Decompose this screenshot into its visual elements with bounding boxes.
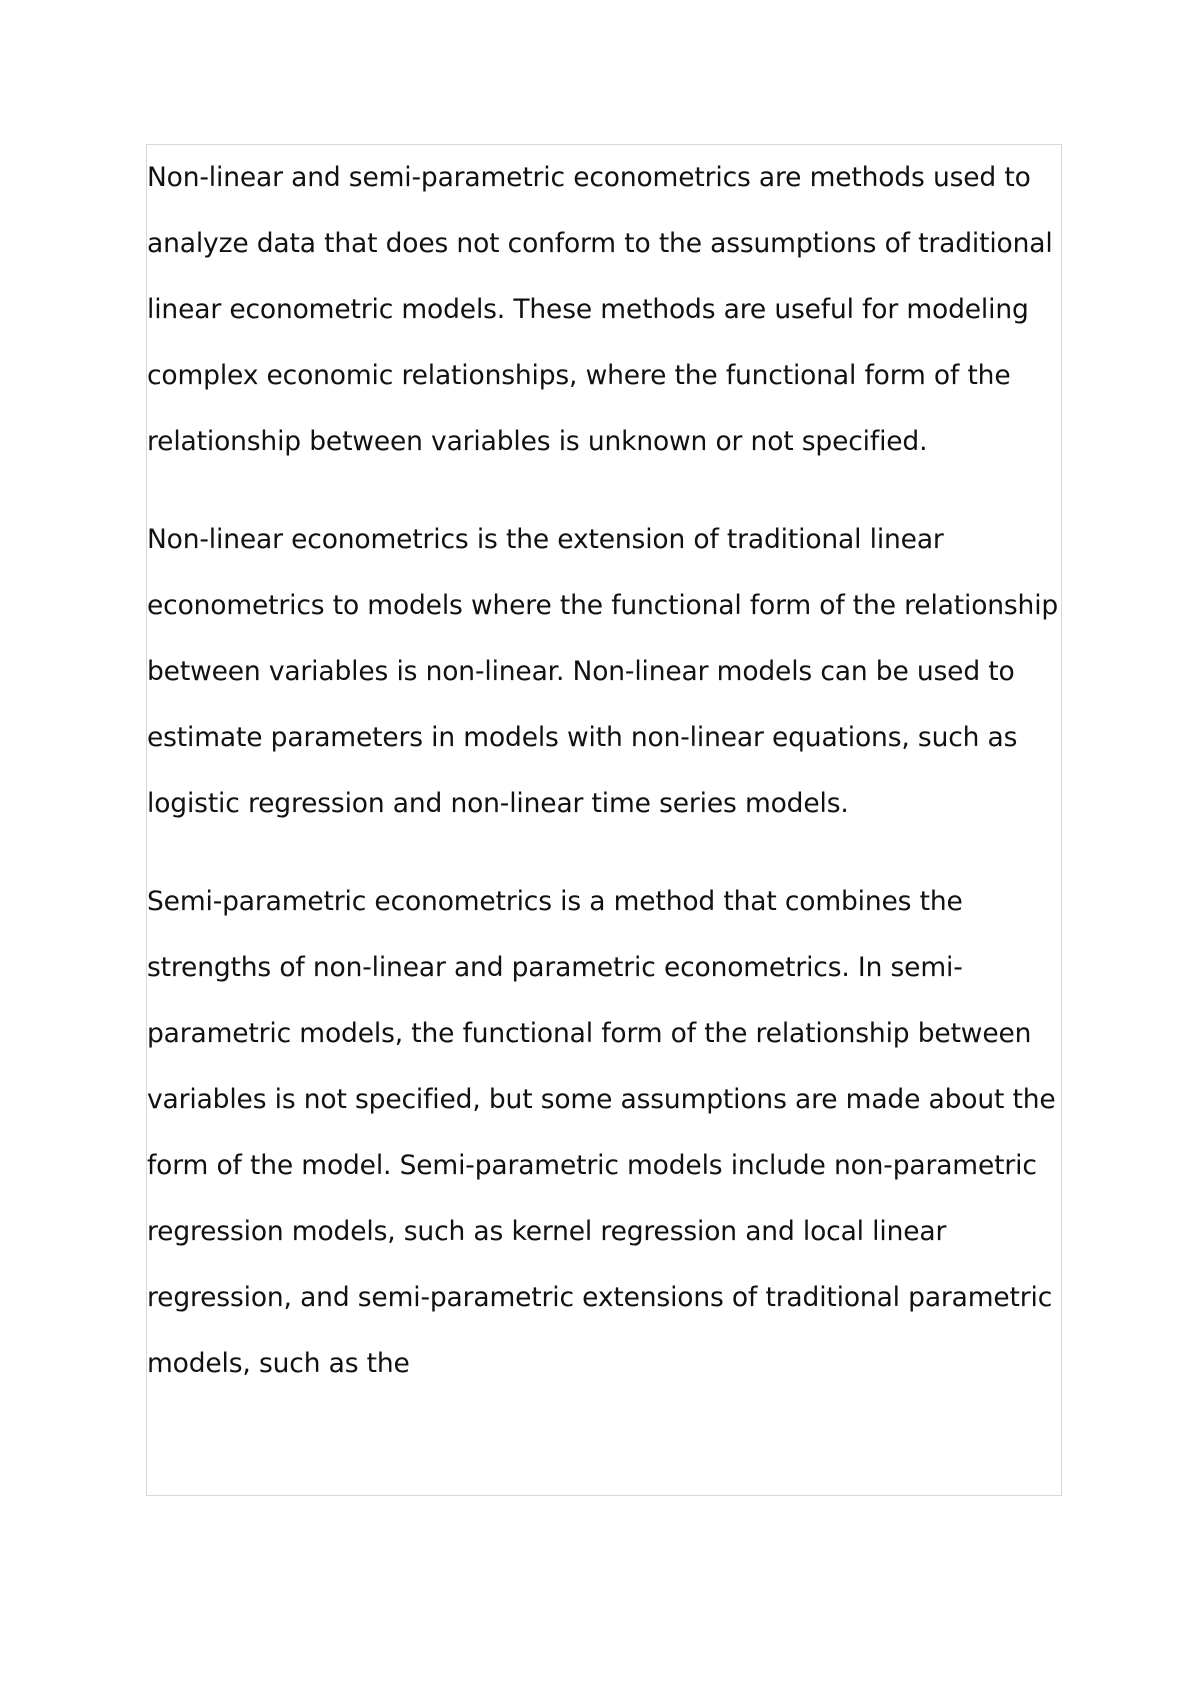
text-frame [146,144,1062,1496]
paragraph-3: Semi-parametric econometrics is a method that combines the strengths of non-linear and parametric econometrics. In semi-parametric models, the functional form of the relationship between variables is not specified, but some assumptions are made about the form of the model. Semi-parametric models include non-parametric regression models, such as kernel regression and local linear regression, and semi-parametric extensions of traditional parametric models, such as the [147,886,1056,1379]
paragraph-1: Non-linear and semi-parametric econometrics are methods used to analyze data that does not conform to the assumptions of traditional linear econometric models. These methods are useful for modeling complex economic relationships, where the functional form of the relationship between variables is unknown or not specified. [147,162,1053,457]
paragraph-2: Non-linear econometrics is the extension of traditional linear econometrics to models where the functional form of the relationship between variables is non-linear. Non-linear models can be used to estimate parameters in models with non-linear equations, such as logistic regression and non-linear time series models. [147,524,1059,819]
